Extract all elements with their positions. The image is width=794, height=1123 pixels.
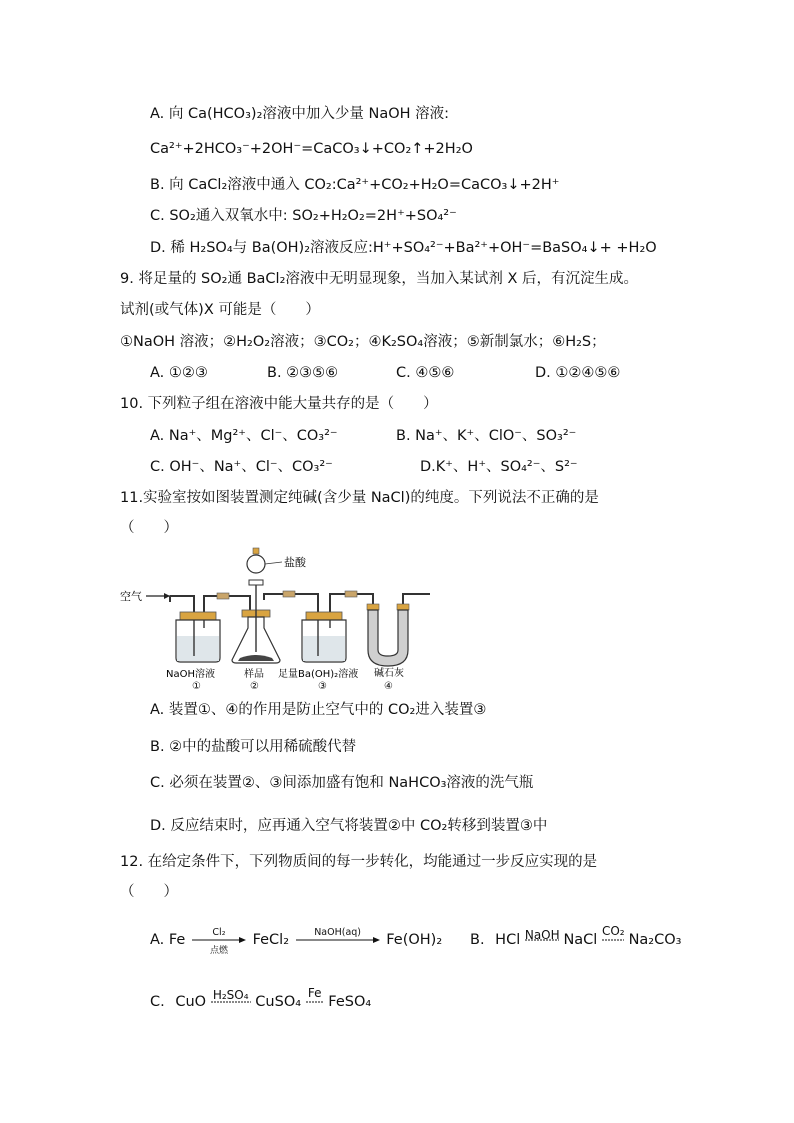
stopper-1 [180, 612, 216, 620]
q12-a-start: A. Fe [150, 932, 186, 948]
label-baoh2: 足量Ba(OH)₂溶液 [278, 669, 359, 680]
acid-label: 盐酸 [284, 556, 306, 569]
q12-option-b [470, 924, 682, 950]
label-num-2: ② [250, 681, 259, 690]
q12-a-mid: FeCl₂ [252, 932, 290, 948]
q10-option-d: D.K⁺、H⁺、SO₄²⁻、S²⁻ [420, 459, 578, 475]
q11-stem-line1: 11.实验室按如图装置测定纯碱(含少量 NaCl)的纯度。下列说法不正确的是 [120, 490, 599, 506]
q12-a-arrow1-condition: Cl₂ [212, 927, 226, 938]
q9-option-b: B. ②③⑤⑥ [267, 365, 339, 381]
reaction-arrow-icon [211, 988, 251, 1005]
label-naoh: NaOH溶液 [166, 669, 215, 680]
q12-b-label: B. [470, 932, 485, 948]
q12-c-start: CuO [175, 994, 207, 1010]
q11-apparatus-diagram [118, 540, 438, 690]
q12-option-c [150, 986, 372, 1012]
stopcock [249, 580, 263, 585]
q10-option-a: A. Na⁺、Mg²⁺、Cl⁻、CO₃²⁻ [150, 428, 338, 444]
q12-c-mid: CuSO₄ [255, 994, 302, 1010]
baoh2-solution [303, 636, 345, 661]
reaction-arrow-icon [192, 927, 246, 956]
label-num-4: ④ [384, 681, 393, 690]
reaction-arrow-icon [601, 924, 625, 943]
label-sample: 样品 [244, 669, 264, 680]
u-tube-soda-lime [368, 610, 408, 666]
reaction-arrow-icon [306, 986, 324, 1005]
q8-option-a-equation: Ca²⁺+2HCO₃⁻+2OH⁻=CaCO₃↓+CO₂↑+2H₂O [150, 141, 473, 157]
q12-b-start: HCl [495, 932, 521, 948]
reaction-arrow-icon [296, 927, 380, 944]
q12-a-arrow2-condition: NaOH(aq) [314, 927, 362, 938]
label-num-1: ① [192, 681, 201, 690]
q9-stem-line2: 试剂(或气体)X 可能是（ ） [120, 302, 320, 318]
q12-c-end: FeSO₄ [328, 994, 372, 1010]
q12-b-mid: NaCl [563, 932, 598, 948]
reaction-arrow-icon [524, 928, 560, 943]
q12-stem-line2: （ ） [120, 884, 178, 900]
naoh-solution [177, 636, 219, 661]
q9-option-a: A. ①②③ [150, 365, 208, 381]
label-num-3: ③ [318, 681, 327, 690]
q12-c-label: C. [150, 994, 165, 1010]
q12-c-arrow1-condition: H₂SO₄ [212, 988, 249, 1002]
q12-option-a [150, 927, 443, 956]
rubber-tube-icon [345, 591, 357, 597]
q9-option-c: C. ④⑤⑥ [396, 365, 455, 381]
q11-option-a: A. 装置①、④的作用是防止空气中的 CO₂进入装置③ [150, 702, 487, 718]
q10-option-b: B. Na⁺、K⁺、ClO⁻、SO₃²⁻ [396, 428, 577, 444]
rubber-tube-icon [217, 593, 229, 599]
rubber-tube-icon [283, 591, 295, 597]
q8-option-a-line1: A. 向 Ca(HCO₃)₂溶液中加入少量 NaOH 溶液: [150, 106, 450, 122]
q12-a-arrow1-note: 点燃 [209, 946, 228, 956]
q8-option-d: D. 稀 H₂SO₄与 Ba(OH)₂溶液反应:H⁺+SO₄²⁻+Ba²⁺+OH⁻=BaSO₄↓+ +H₂O [150, 240, 657, 256]
label-soda-lime: 碱石灰 [374, 668, 404, 679]
q8-option-c: C. SO₂通入双氧水中: SO₂+H₂O₂=2H⁺+SO₄²⁻ [150, 208, 457, 224]
tube-in [170, 596, 194, 614]
q11-option-b: B. ②中的盐酸可以用稀硫酸代替 [150, 739, 357, 755]
q11-stem-line2: （ ） [120, 520, 178, 536]
q12-stem-line1: 12. 在给定条件下，下列物质间的每一步转化，均能通过一步反应实现的是 [120, 854, 598, 870]
q12-b-arrow2-condition: CO₂ [601, 924, 625, 938]
stopper-3 [306, 612, 342, 620]
q8-option-b: B. 向 CaCl₂溶液中通入 CO₂:Ca²⁺+CO₂+H₂O=CaCO₃↓+2H⁺ [150, 177, 560, 193]
q10-stem: 10. 下列粒子组在溶液中能大量共存的是（ ） [120, 396, 438, 412]
q12-c-arrow2-condition: Fe [307, 986, 322, 1000]
q11-option-d: D. 反应结束时，应再通入空气将装置②中 CO₂转移到装置③中 [150, 818, 548, 834]
q9-reagent-list: ①NaOH 溶液；②H₂O₂溶液；③CO₂；④K₂SO₄溶液；⑤新制氯水；⑥H₂S； [120, 334, 606, 350]
q10-option-c: C. OH⁻、Na⁺、Cl⁻、CO₃²⁻ [150, 459, 333, 475]
q12-b-end: Na₂CO₃ [628, 932, 682, 948]
air-label: 空气 [120, 590, 142, 603]
separatory-funnel [247, 555, 265, 573]
q9-stem-line1: 9. 将足量的 SO₂通 BaCl₂溶液中无明显现象，当加入某试剂 X 后，有沉淀生成。 [120, 271, 639, 287]
q9-option-d: D. ①②④⑤⑥ [535, 365, 621, 381]
q11-option-c: C. 必须在装置②、③间添加盛有饱和 NaHCO₃溶液的洗气瓶 [150, 775, 534, 791]
q12-a-end: Fe(OH)₂ [386, 932, 443, 948]
q12-b-arrow1-condition: NaOH [524, 928, 560, 942]
